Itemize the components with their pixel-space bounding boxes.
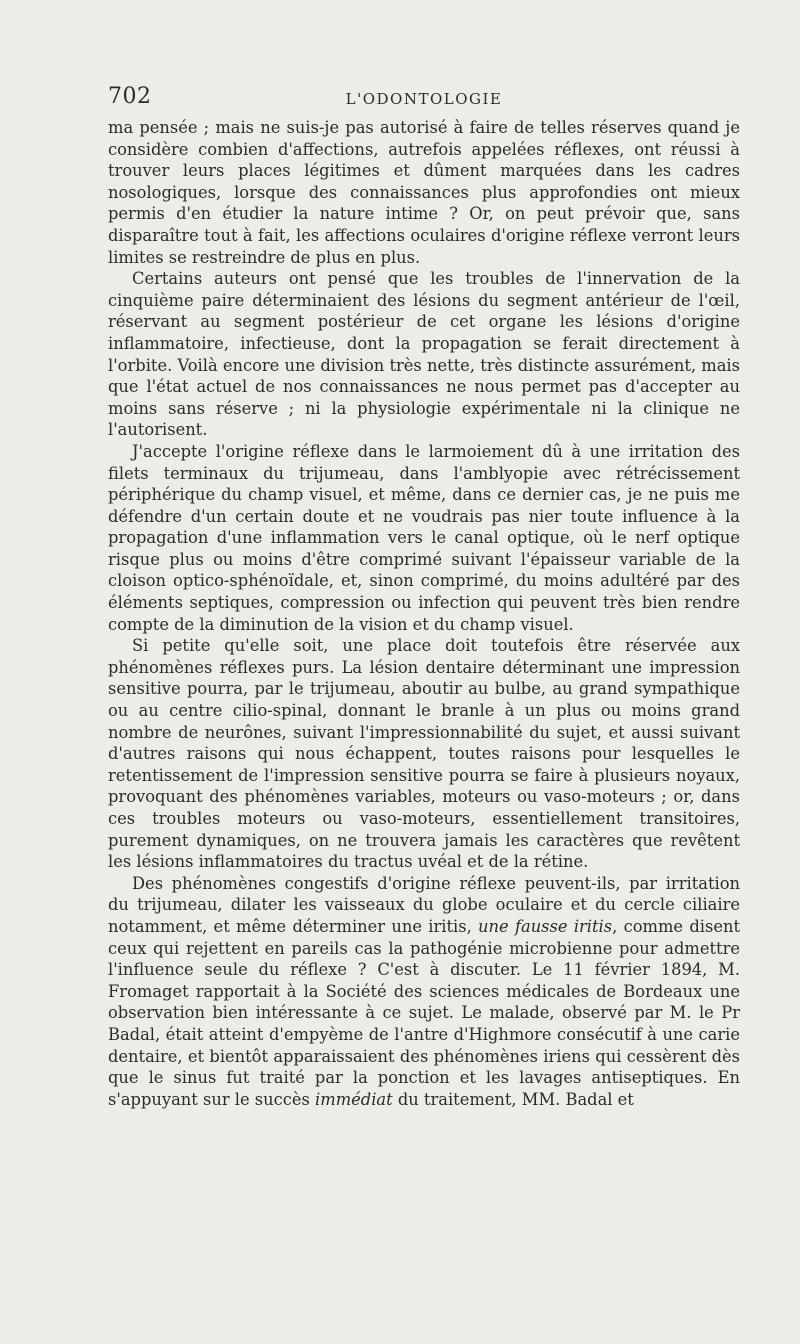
page-header xyxy=(108,84,740,114)
paragraph-5-text-c: du traitement, MM. Badal et xyxy=(392,1089,634,1109)
paragraph-5-text-a: Des phénomènes congestifs d'origine réflexe peuvent-ils, par irritation du trijumeau, dilater les vaisseaux du globe oculaire et du cercle ciliaire notamment, et même déterminer une iritis, xyxy=(108,873,740,936)
paragraph-5 xyxy=(108,873,740,1111)
running-title: L'ODONTOLOGIE xyxy=(345,90,503,108)
paragraph-2: Certains auteurs ont pensé que les troubles de l'innervation de la cinquième paire déterminaient des lésions du segment antérieur de l'œil, réservant au segment postérieur de cet organe les lésions d'origine inflammatoire, infectieuse, dont la propagation se ferait directement à l'orbite. Voilà encore une division très nette, très distincte assurément, mais que l'état actuel de nos connaissances ne nous permet pas d'accepter au moins sans réserve ; ni la physiologie expérimentale ni la clinique ne l'autorisent. xyxy=(108,269,740,440)
paragraph-1: ma pensée ; mais ne suis-je pas autorisé à faire de telles réserves quand je considère combien d'affections, autrefois appelées réflexes, ont réussi à trouver leurs places légitimes et dûment marquées dans les cadres nosologiques, lorsque des connaissances plus approfondies ont mieux permis d'en étudier la nature intime ? Or, on peut prévoir que, sans disparaître tout à fait, les affections oculaires d'origine réflexe verront leurs limites se restreindre de plus en plus. xyxy=(108,118,740,267)
paragraph-4: Si petite qu'elle soit, une place doit toutefois être réservée aux phénomènes réflexes purs. La lésion dentaire déterminant une impression sensitive pourra, par le trijumeau, aboutir au bulbe, au grand sympathique ou au centre cilio-spinal, donnant le branle à un plus ou moins grand nombre de neurônes, suivant l'impressionnabilité du sujet, et aussi suivant d'autres raisons qui nous échappent, toutes raisons pour lesquelles le retentissement de l'impression sensitive pourra se faire à plusieurs noyaux, provoquant des phénomènes variables, moteurs ou vaso-moteurs ; or, dans ces troubles moteurs ou vaso-moteurs, essentiellement transitoires, purement dynamiques, on ne trouvera jamais les caractères que revêtent les lésions inflammatoires du tractus uvéal et de la rétine. xyxy=(108,636,740,872)
paragraph-3: J'accepte l'origine réflexe dans le larmoiement dû à une irritation des filets terminaux du trijumeau, dans l'amblyopie avec rétrécissement périphérique du champ visuel, et même, dans ce dernier cas, je ne puis me défendre d'un certain doute et ne voudrais pas nier toute influence à la propagation d'une inflammation vers le canal optique, où le nerf optique risque plus ou moins d'être comprimé suivant l'épaisseur variable de la cloison optico-sphénoïdale, et, sinon comprimé, du moins adultéré par des éléments septiques, compression ou infection qui peuvent très bien rendre compte de la diminution de la vision et du champ visuel. xyxy=(108,441,740,634)
page-number: 702 xyxy=(108,84,152,109)
body-text xyxy=(108,117,740,1110)
paragraph-5-italic-fausse-iritis: une fausse iritis xyxy=(478,916,613,936)
paragraph-5-italic-immediat: immédiat xyxy=(315,1089,393,1109)
paragraph-5-text-b: , comme disent ceux qui rejettent en pareils cas la pathogénie microbienne pour admettre l'influence seule du réflexe ? C'est à discuter. Le 11 février 1894, M. Fromaget rapportait à la Société des sciences médicales de Bordeaux une observation bien intéressante à ce sujet. Le malade, observé par M. le Pr Badal, était atteint d'empyème de l'antre d'Highmore consécutif à une carie dentaire, et bientôt apparaissaient des phénomènes iriens qui cessèrent dès que le sinus fut traité par la ponction et les lavages antiseptiques. En s'appuyant sur le succès xyxy=(108,916,740,1109)
